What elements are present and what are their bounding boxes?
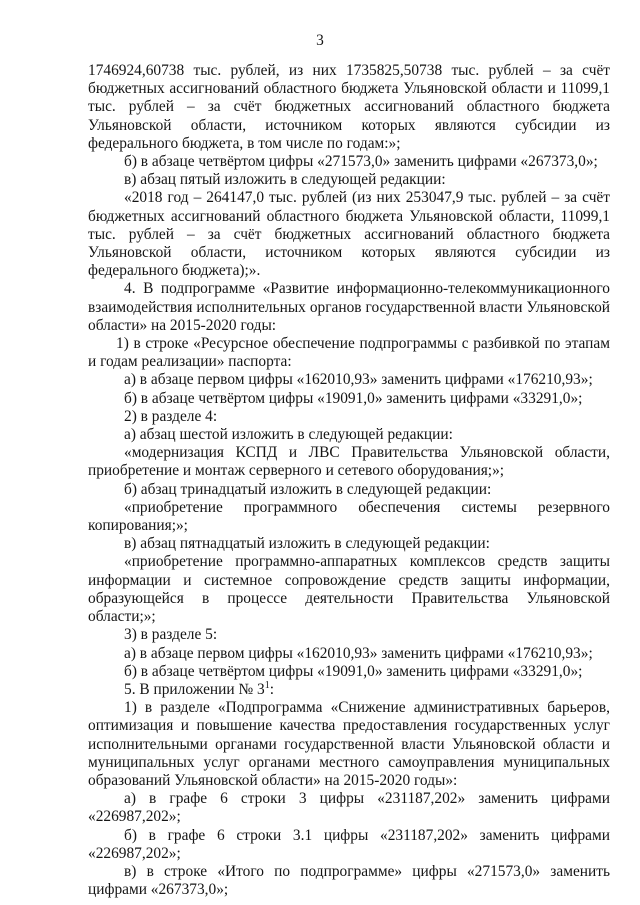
paragraph <box>88 189 610 280</box>
paragraph-text: «модернизация КСПД и ЛВС Правительства Ульяновской области, приобретение и монтаж серверного и сетевого оборудования;»; <box>88 444 610 480</box>
paragraph-text: 3) в разделе 5: <box>124 626 218 644</box>
superscript: 1 <box>264 679 270 691</box>
paragraph <box>88 426 610 444</box>
paragraph-text: в) в строке «Итого по подпрограмме» цифры «271573,0» заменить цифрами «267373,0»; <box>88 862 610 899</box>
paragraph <box>88 499 610 535</box>
paragraph-text: б) в абзаце четвёртом цифры «271573,0» заменить цифрами «267373,0»; <box>124 153 598 171</box>
paragraph-text: 2) в разделе 4: <box>124 407 218 425</box>
document-body <box>88 62 610 899</box>
paragraph-text: 1) в строке «Ресурсное обеспечение подпрограммы с разбивкой по этапам и годам реализации» паспорта: <box>88 335 610 371</box>
paragraph <box>88 171 610 189</box>
paragraph-text: в) абзац пятнадцатый изложить в следующей редакции: <box>124 535 490 553</box>
paragraph <box>88 645 610 663</box>
paragraph-text: б) абзац тринадцатый изложить в следующей редакции: <box>124 480 492 498</box>
paragraph <box>88 790 610 826</box>
paragraph <box>88 390 610 408</box>
paragraph <box>88 827 610 863</box>
paragraph <box>88 681 610 699</box>
paragraph-suffix: : <box>269 680 274 698</box>
paragraph <box>88 481 610 499</box>
paragraph <box>88 699 610 790</box>
paragraph <box>88 335 610 371</box>
paragraph-text: б) в абзаце четвёртом цифры «19091,0» заменить цифрами «33291,0»; <box>124 662 583 680</box>
paragraph <box>88 408 610 426</box>
paragraph <box>88 444 610 480</box>
paragraph <box>88 553 610 626</box>
paragraph-text: а) в графе 6 строки 3 цифры «231187,202» заменить цифрами «226987,202»; <box>88 790 610 826</box>
paragraph-text: б) в графе 6 строки 3.1 цифры «231187,202» заменить цифрами «226987,202»; <box>88 826 610 862</box>
page-number: 3 <box>316 32 324 49</box>
paragraph-text: а) в абзаце первом цифры «162010,93» заменить цифрами «176210,93»; <box>124 644 593 662</box>
paragraph-text: 1) в разделе «Подпрограмма «Снижение административных барьеров, оптимизация и повышение качества предоставления государственных услуг исполнительными органами государственной власти Ульяновской области и муниципальных услуг органами местного самоуправления муниципальных образований Ульяновской области» на 2015-2020 годы»: <box>88 699 610 789</box>
paragraph-text: «приобретение программно-аппаратных комплексов средств защиты информации и системное сопровождение средств защиты информации, образующейся в процессе деятельности Правительства Ульяновской области;»; <box>88 553 610 626</box>
paragraph <box>88 863 610 899</box>
paragraph-text: в) абзац пятый изложить в следующей редакции: <box>124 171 446 189</box>
paragraph-text: 1746924,60738 тыс. рублей, из них 1735825,50738 тыс. рублей – за счёт бюджетных ассигнований областного бюджета Ульяновской области и 11099,1 тыс. рублей – за счёт бюджетных ассигнований областного бюджета Ульяновской области, источником которых являются субсидии из федерального бюджета, в том числе по годам:»; <box>88 62 610 152</box>
paragraph-text: а) абзац шестой изложить в следующей редакции: <box>124 426 453 444</box>
paragraph-text: 5. В приложении № 3 <box>124 680 265 698</box>
paragraph-text: 4. В подпрограмме «Развитие информационно-телекоммуникационного взаимодействия исполнительных органов государственной власти Ульяновской области» на 2015-2020 годы: <box>88 280 610 334</box>
paragraph-text: б) в абзаце четвёртом цифры «19091,0» заменить цифрами «33291,0»; <box>124 389 583 407</box>
paragraph <box>88 626 610 644</box>
paragraph-text: «приобретение программного обеспечения системы резервного копирования;»; <box>88 498 610 535</box>
paragraph <box>88 663 610 681</box>
paragraph-text: а) в абзаце первом цифры «162010,93» заменить цифрами «176210,93»; <box>124 371 593 389</box>
paragraph <box>88 62 610 153</box>
paragraph <box>88 280 610 335</box>
paragraph <box>88 371 610 389</box>
paragraph <box>88 535 610 553</box>
paragraph-text: «2018 год – 264147,0 тыс. рублей (из них 253047,9 тыс. рублей – за счёт бюджетных ассигнований областного бюджета Ульяновской области, 11099,1 тыс. рублей – за счёт бюджетных ассигнований областного бюджета Ульяновской области, источником которых являются субсидии из федерального бюджета);». <box>88 189 610 280</box>
paragraph <box>88 153 610 171</box>
